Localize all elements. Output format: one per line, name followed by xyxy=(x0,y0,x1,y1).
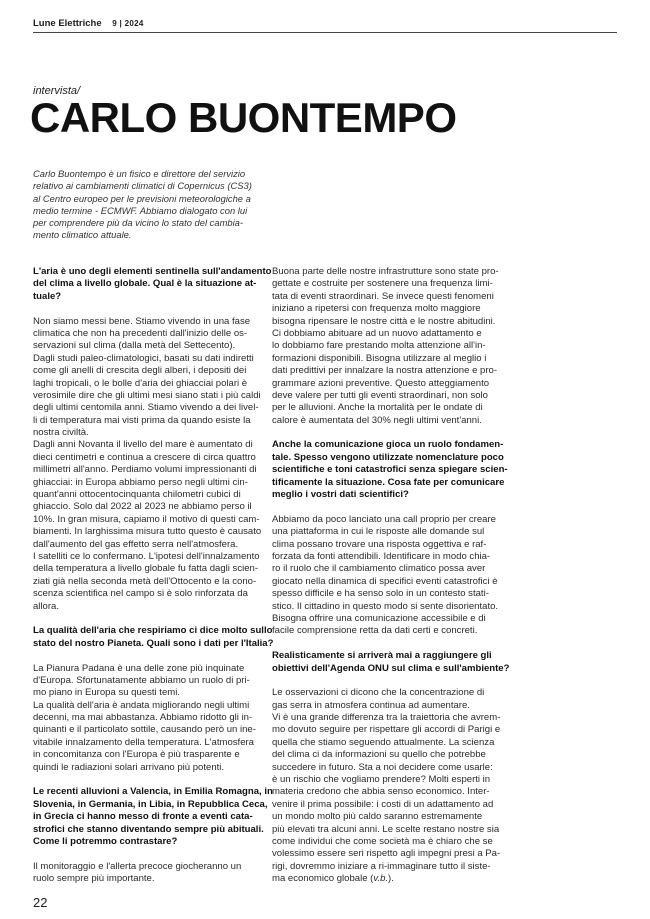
right-column xyxy=(272,266,518,886)
left-column xyxy=(33,266,279,886)
answer-line: della temperatura a livello globale fu fatta dagli scien- xyxy=(33,563,259,575)
answer-line: dieci centimetri e continua a crescere di circa quattro xyxy=(33,451,256,463)
magazine-name: Lune Elettriche xyxy=(33,18,102,29)
answer-line: rigi, dovremmo iniziare a ri-immaginare tutto il siste- xyxy=(272,860,491,872)
answer-line: quella che stiamo seguendo attualmente. La scienza xyxy=(272,736,495,748)
answer-line: climatica che non ha precedenti dall'inizio delle os- xyxy=(33,327,248,339)
answer-line: mo piano in Europa su questi temi. xyxy=(33,687,180,699)
answer-line: ruolo sempre più importante. xyxy=(33,873,155,885)
answer-line: Ci dobbiamo abituare ad un nuovo adattamento e xyxy=(272,327,482,339)
answer-line: stico. Il cittadino in questo modo si sente disorientato. xyxy=(272,600,499,612)
article-title: CARLO BUONTEMPO xyxy=(30,94,457,141)
answer-line: gettate e costruite per sostenere una frequenza limi- xyxy=(272,278,493,290)
answer-line: iniziano a ripetersi con frequenza molto maggiore xyxy=(272,303,481,315)
answer-line: Le osservazioni ci dicono che la concentrazione di xyxy=(272,687,485,699)
intro-line: mento climatico attuale. xyxy=(33,229,132,241)
intro-line: al Centro europeo per le previsioni meteorologiche a xyxy=(33,192,251,204)
answer-line: lo dobbiamo fare prestando molta attenzione all'in- xyxy=(272,340,486,352)
page-number: 22 xyxy=(33,895,48,910)
answer-line: bisogna ripensare le nostre città e le nostre abitudini. xyxy=(272,315,496,327)
answer-line: li di temperatura mai visti prima da quando esiste la xyxy=(33,414,251,426)
answer-line: più elevati tra alcuni anni. Le scelte restano nostre sia xyxy=(272,823,500,835)
answer-line: Dagli studi paleo-climatologici, basati su dati indiretti xyxy=(33,352,254,364)
answer-line: Buona parte delle nostre infrastrutture sono state pro- xyxy=(272,266,499,277)
answer-line: giocato nella dinamica di specifici eventi catastrofici è xyxy=(272,575,498,587)
answer-line: La Pianura Padana è una delle zone più inquinate xyxy=(33,662,245,674)
answer-line: come gli anelli di crescita degli alberi, i depositi dei xyxy=(33,365,247,377)
question-line: scientifiche e toni catastrofici senza spiegare scien- xyxy=(272,464,508,476)
answer-line: clima possano trovare una risposta oggettiva e raf- xyxy=(272,538,487,550)
answer-line: Il monitoraggio e l'allerta precoce giocheranno un xyxy=(33,860,242,872)
answer-line: in concomitanza con l'Europa è più trasparente e xyxy=(33,749,240,761)
answer-line: Non siamo messi bene. Stiamo vivendo in una fase xyxy=(33,315,251,327)
answer-line: scenza scientifica nel campo si è solo rinforzata da xyxy=(33,588,248,600)
answer-line: formazioni disponibili. Bisogna utilizzare al meglio i xyxy=(272,352,487,364)
paragraph-gap xyxy=(272,638,518,650)
question-line: Le recenti alluvioni a Valencia, in Emilia Romagna, in xyxy=(33,786,273,798)
answer-line: Dagli anni Novanta il livello del mare è aumentato di xyxy=(33,439,253,451)
answer-line: allora. xyxy=(33,600,60,612)
answer-line: quant'anni ottocentocinquanta chilometri cubici di xyxy=(33,489,241,501)
paragraph-gap xyxy=(272,427,518,439)
answer-line: dati predittivi per innalzare la nostra attenzione e pro- xyxy=(272,365,498,377)
answer-line: succedere in futuro. Sta a noi decidere come usarle: xyxy=(272,761,493,773)
answer-line: Vi è una grande differenza tra la traiettoria che avrem- xyxy=(272,712,501,724)
answer-line: un mondo molto più caldo saranno estremamente xyxy=(272,811,483,823)
answer-line: verosimile dire che gli ultimi mesi siano stati i più caldi xyxy=(33,389,261,401)
intro-line: per comprendere più da vicino lo stato del cambia- xyxy=(33,217,244,229)
answer-line: vitabile innalzamento della temperatura. L'atmosfera xyxy=(33,736,254,748)
answer-line: servazioni sul clima (dalla metà del Settecento). xyxy=(33,340,236,352)
question-line: Slovenia, in Germania, in Libia, in Repubblica Ceca, xyxy=(33,798,268,810)
answer-line: deve valere per tutti gli eventi straordinari, non solo xyxy=(272,389,488,401)
intro-line: Carlo Buontempo è un fisico e direttore del servizio xyxy=(33,168,246,179)
magazine-header xyxy=(33,18,144,29)
answer-line: è un rischio che vogliamo prendere? Molti esperti in xyxy=(272,774,491,786)
question-line: tuale? xyxy=(33,290,62,302)
answer-line: quindi le radiazioni solari arrivano più potenti. xyxy=(33,761,225,773)
answer-line: forzata da fonti attendibili. Identificare in modo chia- xyxy=(272,550,491,562)
issue-number: 9 | 2024 xyxy=(112,19,144,28)
answer-line: d'Europa. Sfortunatamente abbiamo un ruolo di pri- xyxy=(33,674,250,686)
question-line: Realisticamente si arriverà mai a raggiungere gli xyxy=(272,650,492,662)
question-line: tale. Spesso vengono utilizzate nomenclature poco xyxy=(272,451,504,463)
answer-line: millimetri all'anno. Perdiamo volumi impressionanti di xyxy=(33,464,257,476)
question-line: tificamente la situazione. Cosa fate per comunicare xyxy=(272,476,505,488)
section-kicker: intervista/ xyxy=(33,85,81,97)
answer-line: volessimo essere seri rispetto agli impegni presi a Pa- xyxy=(272,848,501,860)
intro-line: medio termine - ECMWF. Abbiamo dialogato con lui xyxy=(33,204,248,216)
paragraph-gap xyxy=(33,613,279,625)
answer-line: calore è aumentata del 30% negli ultimi vent'anni. xyxy=(272,414,482,426)
answer-line: Bisogna offrire una comunicazione accessibile e di xyxy=(272,612,486,624)
answer-line: come individui che come società ma è chiaro che se xyxy=(272,835,493,847)
answer-line: quinanti e il particolato sottile, causando però un ine- xyxy=(33,724,256,736)
answer-line: ma economico globale (v.b.). xyxy=(272,873,394,885)
question-line: La qualità dell'aria che respiriamo ci dice molto sullo xyxy=(33,625,273,637)
answer-line: ghiaccio. Solo dal 2022 al 2023 ne abbiamo perso il xyxy=(33,501,252,513)
answer-line: ghiacciai: in Europa abbiamo perso negli ultimi cin- xyxy=(33,476,248,488)
intro-line: relativo ai cambiamenti climatici di Copernicus (CS3) xyxy=(33,180,252,192)
header-divider xyxy=(33,32,617,33)
answer-line: nostra civiltà. xyxy=(33,427,89,439)
answer-line: Abbiamo da poco lanciato una call proprio per creare xyxy=(272,513,496,525)
answer-line: facile comprensione retta da dati certi e concreti. xyxy=(272,625,478,637)
question-line: L'aria è uno degli elementi sentinella sull'andamento xyxy=(33,266,272,277)
question-line: stato del nostro Pianeta. Quali sono i dati per l'Italia? xyxy=(33,637,274,649)
answer-line: ro il ruolo che il cambiamento climatico possa aver xyxy=(272,563,486,575)
answer-line: mo dovuto seguire per rispettare gli accordi di Parigi e xyxy=(272,724,501,736)
question-line: obiettivi dell'Agenda ONU sul clima e sull'ambiente? xyxy=(272,662,510,674)
intro-paragraph xyxy=(33,168,278,242)
answer-line: grammare azioni preventive. Questo atteggiamento xyxy=(272,377,490,389)
answer-line: La qualità dell'aria è andata migliorando negli ultimi xyxy=(33,699,250,711)
question-line: strofici che stanno diventando sempre più abituali. xyxy=(33,823,264,835)
answer-line: spesso difficile e ha senso solo in un contesto stati- xyxy=(272,588,489,600)
answer-line: venire il prima possibile: i costi di un adattamento ad xyxy=(272,798,494,810)
answer-line: tata di eventi straordinari. Se invece questi fenomeni xyxy=(272,290,494,302)
answer-line: gas serra in atmosfera continua ad aumentare. xyxy=(272,699,470,711)
paragraph-gap xyxy=(33,650,279,662)
answer-line: decenni, ma mai abbastanza. Abbiamo ridotto gli in- xyxy=(33,712,253,724)
question-line: in Grecia ci hanno messo di fronte a eventi cata- xyxy=(33,811,253,823)
paragraph-gap xyxy=(33,848,279,860)
paragraph-gap xyxy=(272,501,518,513)
answer-line: 10%. In gran misura, capiamo il motivo di questi cam- xyxy=(33,513,260,525)
question-line: Come li potremmo contrastare? xyxy=(33,835,178,847)
question-line: meglio i vostri dati scientifici? xyxy=(272,489,409,501)
question-line: Anche la comunicazione gioca un ruolo fondamen- xyxy=(272,439,504,451)
answer-line: per le alluvioni. Anche la mortalità per le ondate di xyxy=(272,402,483,414)
paragraph-gap xyxy=(272,675,518,687)
answer-line: materia credono che abbia senso economico. Inter- xyxy=(272,786,490,798)
answer-line: una piattaforma in cui le risposte alle domande sul xyxy=(272,526,485,538)
answer-line: degli ultimi centomila anni. Stiamo vivendo a dei livel- xyxy=(33,402,259,414)
paragraph-gap xyxy=(33,774,279,786)
paragraph-gap xyxy=(33,303,279,315)
question-line: del clima a livello globale. Qual è la situazione at- xyxy=(33,278,257,290)
answer-line: laghi tropicali, o le bolle d'aria dei ghiacciai polari è xyxy=(33,377,248,389)
answer-line: del clima ci da informazioni su quello che potrebbe xyxy=(272,749,486,761)
answer-line: I satelliti ce lo confermano. L'ipotesi dell'innalzamento xyxy=(33,550,260,562)
answer-line: biamenti. In larghissima misura tutto questo è causato xyxy=(33,526,262,538)
answer-line: ziati già nella seconda metà dell'Ottocento e la cono- xyxy=(33,575,257,587)
answer-line: dall'aumento del gas effetto serra nell'atmosfera. xyxy=(33,538,239,550)
